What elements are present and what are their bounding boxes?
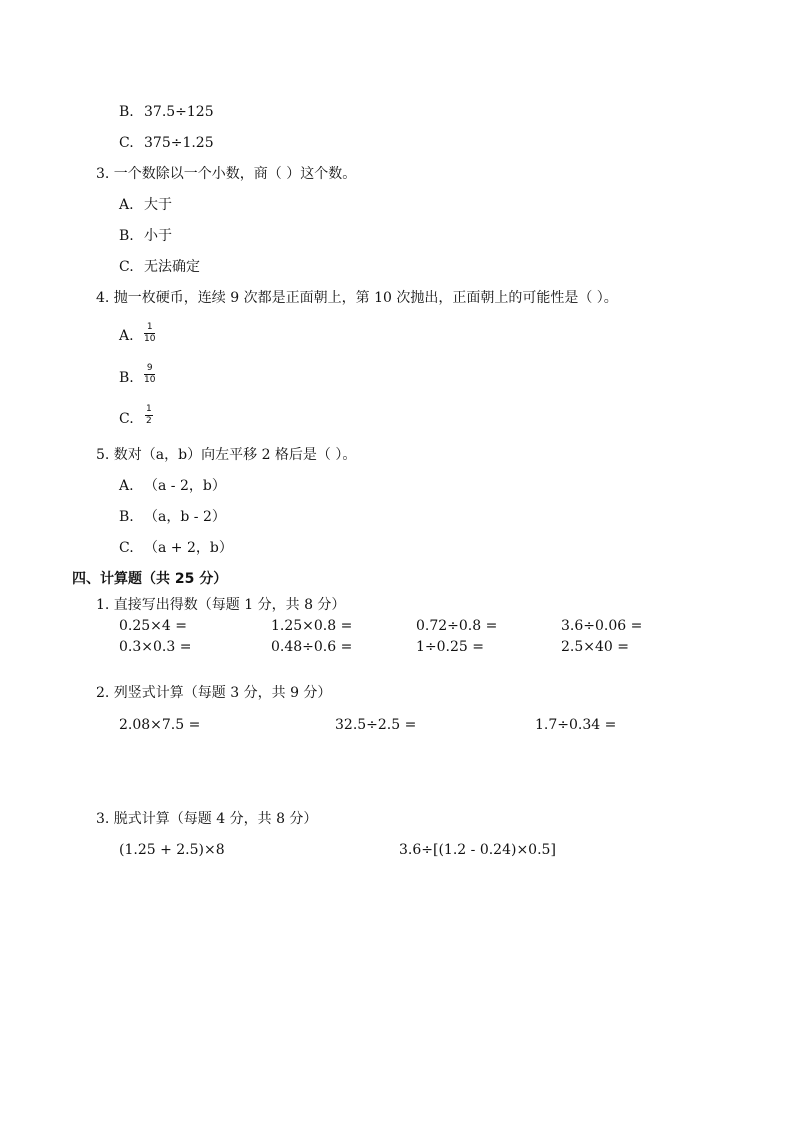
q3-option-c-text: 无法确定 xyxy=(144,259,200,275)
q2-option-c-text: 375÷1.25 xyxy=(144,135,214,151)
part1-item: 0.72÷0.8 = xyxy=(416,618,498,634)
part2-item: 2.08×7.5 = xyxy=(119,717,201,733)
fraction-denominator: 2 xyxy=(146,416,152,426)
q4-question-text: 4. 抛一枚硬币，连续 9 次都是正面朝上，第 10 次抛出，正面朝上的可能性是（ ）。 xyxy=(96,290,618,306)
part1-item: 0.3×0.3 = xyxy=(119,639,192,655)
q3-option-c-letter: C. xyxy=(119,259,134,275)
part1-item: 2.5×40 = xyxy=(561,639,629,655)
q5-option-a-letter: A. xyxy=(119,478,134,494)
part1-item: 0.48÷0.6 = xyxy=(271,639,353,655)
fraction-denominator: 10 xyxy=(144,334,156,344)
part1-title: 1. 直接写出得数（每题 1 分，共 8 分） xyxy=(96,597,346,613)
part1-item: 1÷0.25 = xyxy=(416,639,484,655)
q2-option-b-text: 37.5÷125 xyxy=(144,104,214,120)
q4-option-b-fraction xyxy=(144,364,155,385)
part2-item: 1.7÷0.34 = xyxy=(535,717,617,733)
part1-item: 1.25×0.8 = xyxy=(271,618,353,634)
q5-option-a-text: （a - 2，b） xyxy=(144,478,226,494)
q5-option-b-letter: B. xyxy=(119,509,134,525)
q3-option-a-letter: A. xyxy=(119,197,134,213)
q5-option-c-text: （a + 2，b） xyxy=(144,540,233,556)
q3-question-text: 3. 一个数除以一个小数，商（ ）这个数。 xyxy=(96,166,357,182)
q4-option-a-letter: A. xyxy=(119,328,134,344)
fraction-numerator: 1 xyxy=(146,404,152,414)
part3-item: 3.6÷[(1.2 - 0.24)×0.5] xyxy=(399,842,556,858)
q3-option-b-text: 小于 xyxy=(144,228,172,244)
part3-title: 3. 脱式计算（每题 4 分，共 8 分） xyxy=(96,811,318,827)
q3-option-b-letter: B. xyxy=(119,228,134,244)
part2-item: 32.5÷2.5 = xyxy=(335,717,417,733)
fraction-numerator: 1 xyxy=(146,322,153,332)
q3-option-a-text: 大于 xyxy=(144,197,172,213)
part3-item: (1.25 + 2.5)×8 xyxy=(119,842,225,858)
fraction-numerator: 9 xyxy=(146,363,153,373)
q5-question-text: 5. 数对（a，b）向左平移 2 格后是（ ）。 xyxy=(96,447,357,463)
section-four-title: 四、计算题（共 25 分） xyxy=(72,571,228,587)
q4-option-c-letter: C. xyxy=(119,411,134,427)
part2-title: 2. 列竖式计算（每题 3 分，共 9 分） xyxy=(96,685,332,701)
part1-item: 3.6÷0.06 = xyxy=(561,618,643,634)
q2-option-b-letter: B. xyxy=(119,104,134,120)
q4-option-a-fraction xyxy=(144,323,155,344)
q4-option-b-letter: B. xyxy=(119,370,134,386)
part1-item: 0.25×4 = xyxy=(119,618,187,634)
q5-option-c-letter: C. xyxy=(119,540,134,556)
q5-option-b-text: （a，b - 2） xyxy=(144,509,226,525)
q4-option-c-fraction xyxy=(145,405,153,426)
fraction-denominator: 10 xyxy=(144,375,156,385)
q2-option-c-letter: C. xyxy=(119,135,134,151)
